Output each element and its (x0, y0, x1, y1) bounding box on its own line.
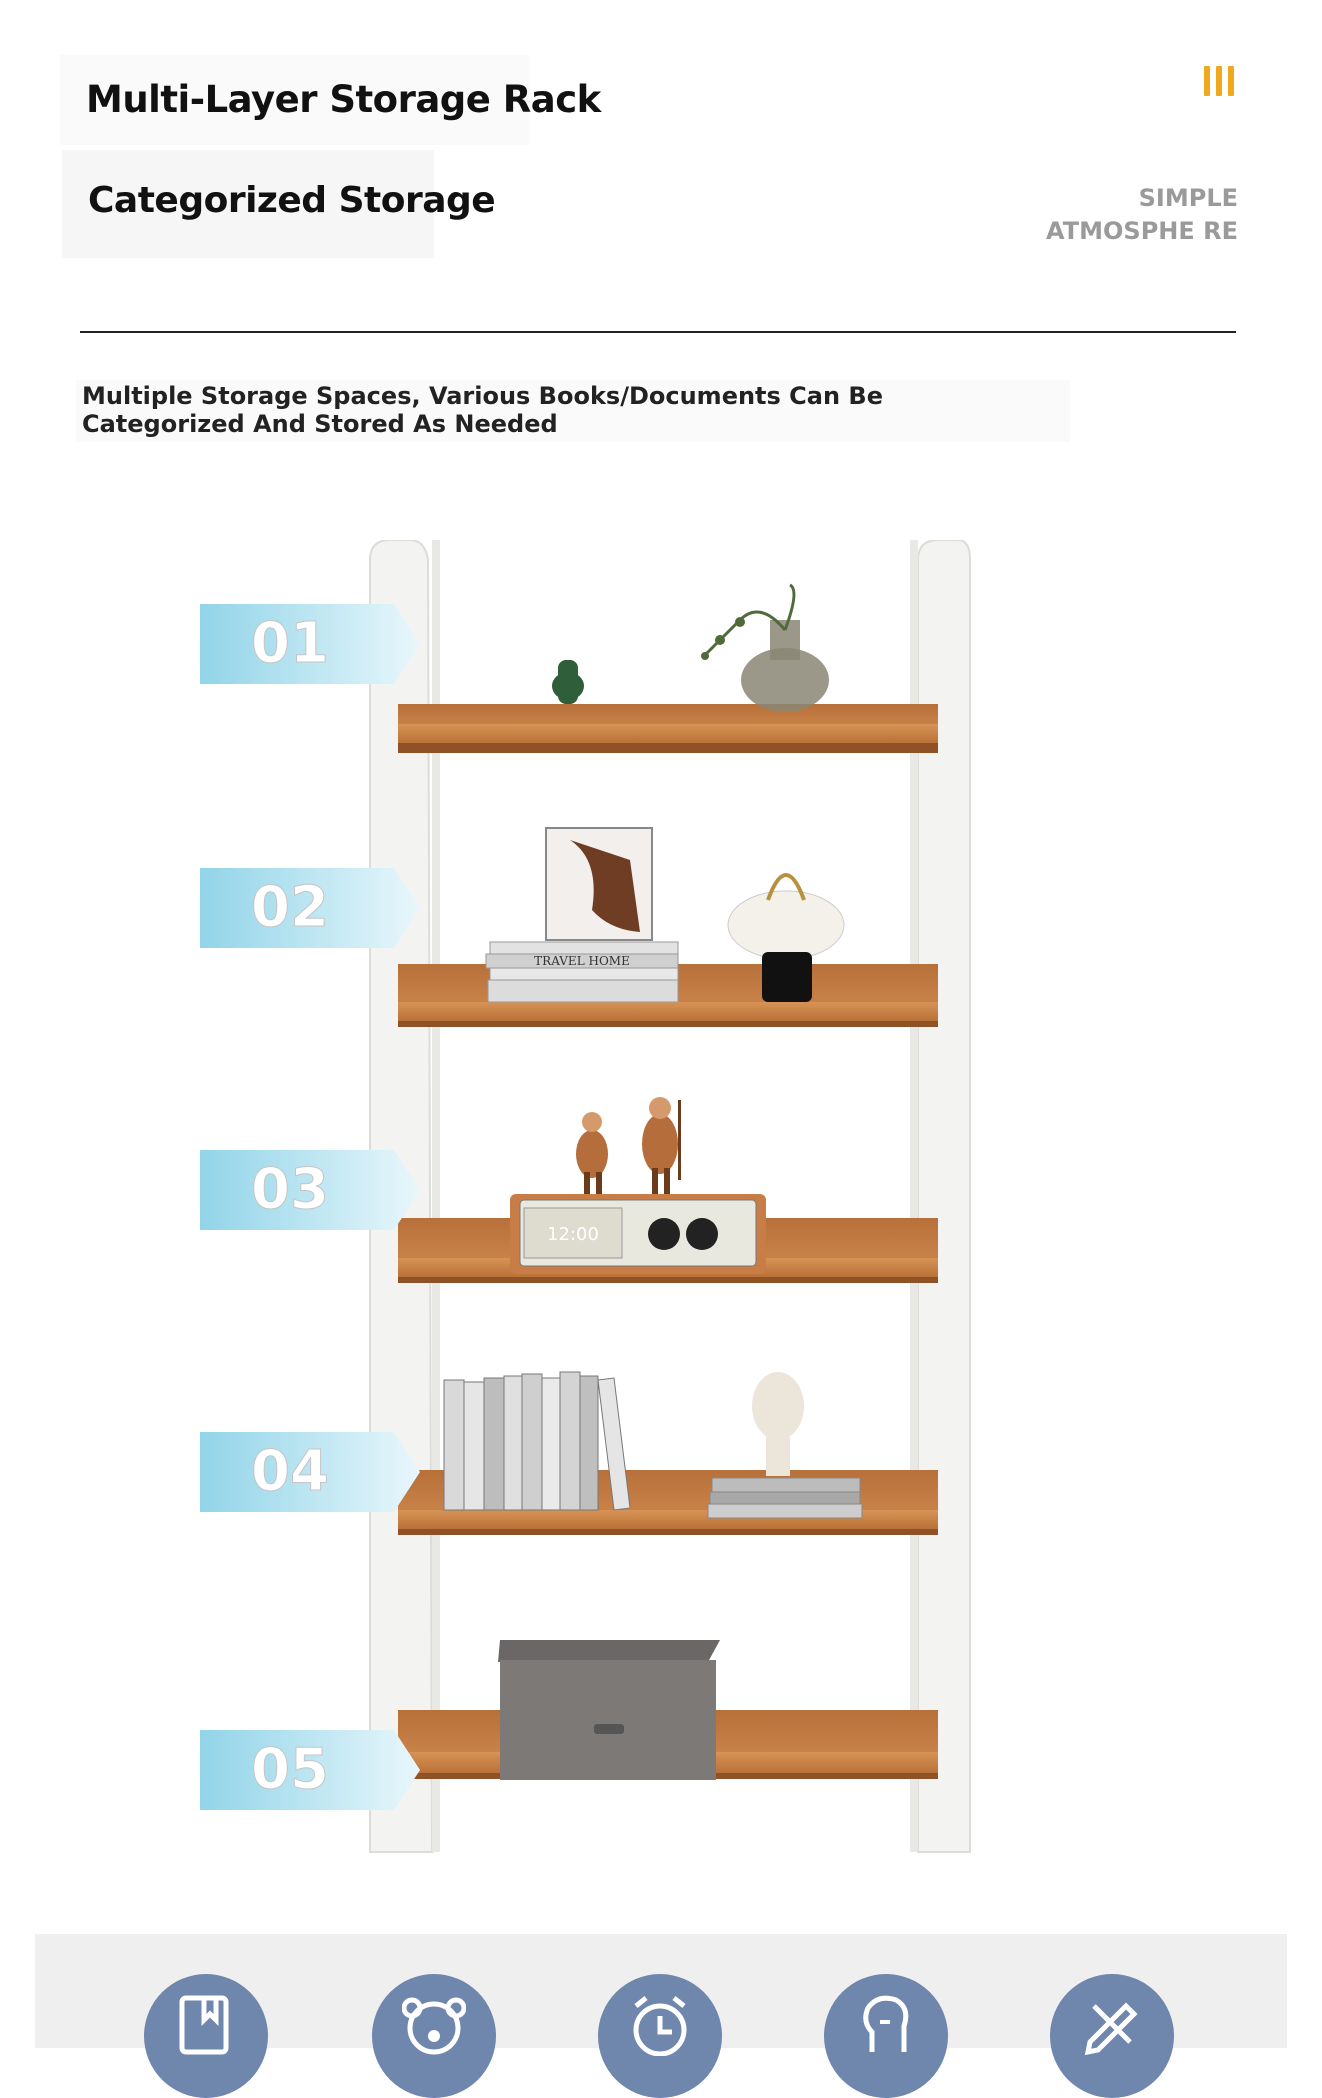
shelf-label-05: 05 (251, 1737, 329, 1802)
shelf-1-decor (552, 585, 829, 712)
shelf-3-decor (510, 1097, 766, 1274)
shelf-2-decor (486, 828, 844, 1002)
bear-icon (372, 1974, 496, 2098)
pencil-ruler-icon (1050, 1974, 1174, 2098)
tagline-line1: SIMPLE (1138, 184, 1238, 212)
storage-rack-image (200, 540, 980, 1860)
shelf-label-03: 03 (251, 1157, 329, 1222)
divider (80, 331, 1236, 333)
tagline-line2: ATMOSPHE RE (1046, 217, 1238, 245)
person-icon (824, 1974, 948, 2098)
shelf-label-04: 04 (251, 1439, 329, 1504)
page-title: Multi-Layer Storage Rack (86, 78, 601, 121)
shelf-5-decor (498, 1640, 720, 1780)
menu-bars-icon (1204, 66, 1238, 98)
tagline (1046, 182, 1238, 248)
clock-display: 12:00 (547, 1224, 599, 1245)
clock-icon (598, 1974, 722, 2098)
page-subtitle: Categorized Storage (88, 180, 496, 221)
shelf-label-02: 02 (251, 875, 329, 940)
description: Multiple Storage Spaces, Various Books/Documents Can Be Categorized And Stored As Needed (82, 382, 883, 438)
book-spine-label: TRAVEL HOME (534, 954, 630, 968)
book-icon (144, 1974, 268, 2098)
shelf-label-01: 01 (251, 611, 329, 676)
